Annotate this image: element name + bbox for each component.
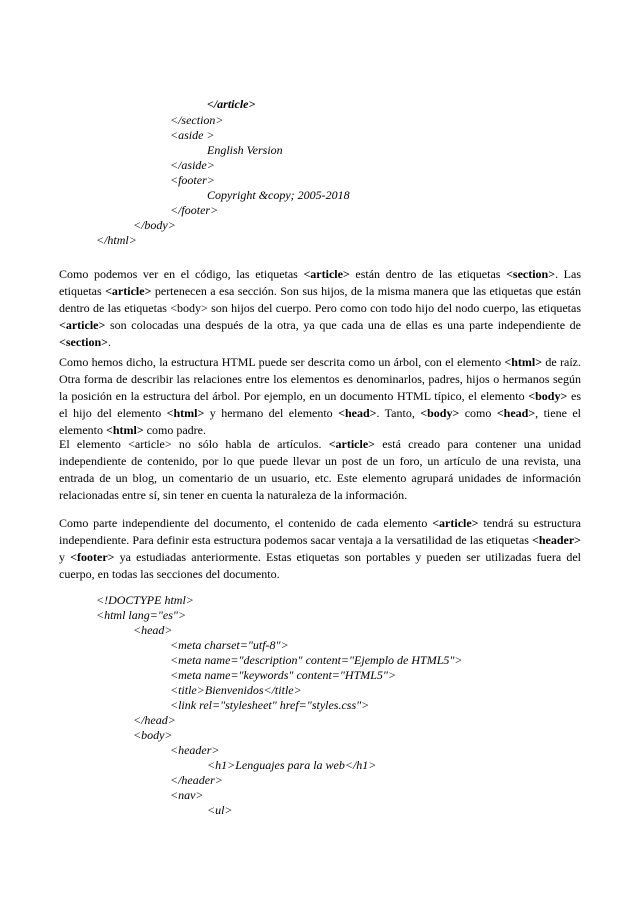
code-line: <h1>Lenguajes para la web</h1> [207,758,377,772]
paragraph: El elemento <article> no sólo habla de artículos. <article> está creado para contener una unidad independiente de contenido, por lo que puede llevar un post de un foro, un artículo de una revista, una entrada de un blog, un comentario de un usuario, etc. Este elemento agrupará unidades de información relacionadas entre sí, sin tener en cuenta la naturaleza de la información. [59,437,582,502]
paragraph: Como podemos ver en el código, las etiquetas <article> están dentro de las etiquetas <section>. Las etiquetas <article> pertenecen a esa sección. Son sus hijos, de la misma manera que las etiquetas que están dentro de las etiquetas <body> son hijos del cuerpo. Pero como con todo hijo del nodo cuerpo, las etiquetas <article> son colocadas una después de la otra, ya que cada una de ellas es una parte independiente de <section>. [59,267,582,349]
code-line: </body> [133,218,176,232]
code-line: <header> [170,743,220,757]
code-line: <head> [133,623,173,637]
code-line: <meta name="description" content="Ejemplo de HTML5"> [170,653,463,667]
paragraph: Como hemos dicho, la estructura HTML puede ser descrita como un árbol, con el elemento <html> de raíz. Otra forma de describir las relaciones entre los elementos es denominarlos, padres, hijos o hermanos según la posición en la estructura del árbol. Por ejemplo, en un documento HTML típico, el elemento <body> es el hijo del elemento <html> y hermano del elemento <head>. Tanto, <body> como <head>, tiene el elemento <html> como padre. [59,355,582,437]
code-line: <aside > [170,128,215,142]
code-line: </footer> [170,203,219,217]
code-line: </aside> [170,158,215,172]
code-line: </article> [207,97,256,111]
code-line: </head> [133,713,176,727]
code-line: <!DOCTYPE html> [96,593,194,607]
code-line: English Version [207,143,283,157]
code-line: <body> [133,728,173,742]
code-line: <html lang="es"> [96,608,187,622]
code-line: <nav> [170,788,204,802]
code-line: </section> [170,113,224,127]
code-line: <meta charset="utf-8"> [170,638,289,652]
paragraph: Como parte independiente del documento, el contenido de cada elemento <article> tendrá su estructura independiente. Para definir esta estructura podemos sacar ventaja a la versatilidad de las etiquetas <header> y <footer> ya estudiadas anteriormente. Estas etiquetas son portables y pueden ser utilizadas fuera del cuerpo, en todas las secciones del documento. [59,516,582,581]
code-line: <link rel="stylesheet" href="styles.css"> [170,698,370,712]
code-line: </header> [170,773,223,787]
code-line: <title>Bienvenidos</title> [170,683,302,697]
code-line: </html> [96,233,137,247]
code-line: Copyright &copy; 2005-2018 [207,188,350,202]
code-line: <ul> [207,803,233,817]
code-line: <meta name="keywords" content="HTML5"> [170,668,397,682]
code-line: <footer> [170,173,215,187]
